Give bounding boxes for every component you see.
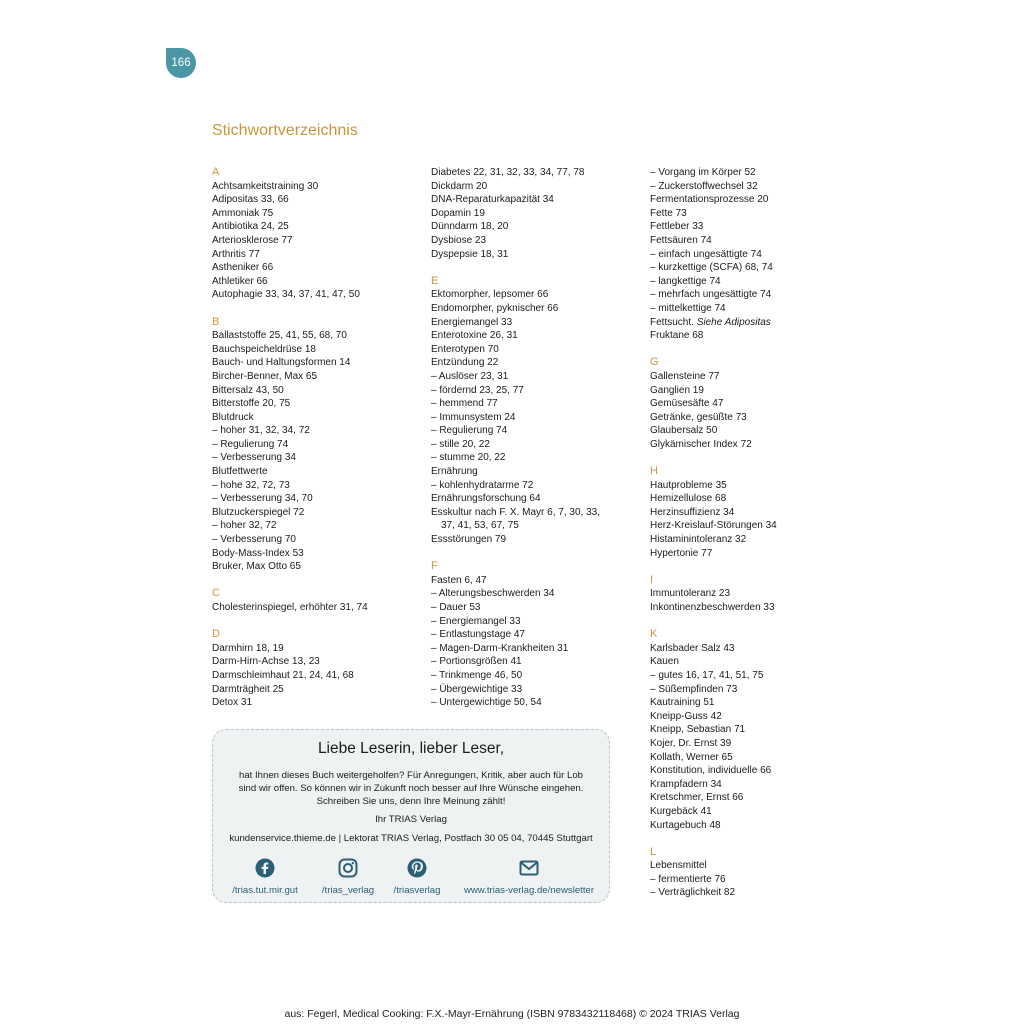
- index-entry: Dysbiose 23: [431, 234, 487, 246]
- section-letter: L: [650, 845, 657, 858]
- index-subentry: – kurzkettige (SCFA) 68, 74: [650, 262, 773, 274]
- index-entry: Bitterstoffe 20, 75: [212, 398, 291, 410]
- index-entry: Autophagie 33, 34, 37, 41, 47, 50: [212, 289, 360, 301]
- index-subentry: – Magen-Darm-Krankheiten 31: [431, 642, 569, 654]
- index-entry: Bauch- und Haltungsformen 14: [212, 357, 351, 369]
- index-entry: Fasten 6, 47: [431, 574, 487, 586]
- box-signature: Ihr TRIAS Verlag: [375, 814, 447, 825]
- index-entry: Kojer, Dr. Ernst 39: [650, 737, 732, 749]
- index-entry: Blutdruck: [212, 411, 254, 423]
- index-entry: Diabetes 22, 31, 32, 33, 34, 77, 78: [431, 167, 585, 178]
- index-entry: Histaminintoleranz 32: [650, 534, 747, 546]
- index-subentry: – einfach ungesättigte 74: [650, 248, 762, 260]
- section-letter: D: [212, 628, 220, 641]
- index-entry: Antibiotika 24, 25: [212, 221, 289, 233]
- social-facebook[interactable]: [221, 858, 309, 898]
- index-subentry: – stumme 20, 22: [431, 452, 506, 464]
- index-subentry: – mehrfach ungesättigte 74: [650, 289, 772, 301]
- index-entry: Enterotypen 70: [431, 343, 499, 355]
- index-subentry: – Immunsystem 24: [431, 411, 516, 423]
- index-entry: Herzinsuffizienz 34: [650, 506, 735, 518]
- index-column-1: [212, 166, 412, 710]
- index-subentry: – langkettige 74: [650, 275, 721, 287]
- index-entry: Cholesterinspiegel, erhöhter 31, 74: [212, 602, 368, 613]
- footer-citation: aus: Fegerl, Medical Cooking: F.X.-Mayr-Ernährung (ISBN 9783432118468) © 2024 TRIAS Verlag: [284, 1008, 740, 1020]
- section-gap: [212, 302, 412, 316]
- index-entry: Herz-Kreislauf-Störungen 34: [650, 520, 777, 532]
- index-entry: Esskultur nach F. X. Mayr 6, 7, 30, 33,: [431, 506, 600, 518]
- box-body-line: sind wir offen. So können wir in Zukunft noch besser auf Ihre Wünsche eingehen.: [238, 782, 584, 794]
- index-entry: Entzündung 22: [431, 357, 499, 369]
- page-title: Stichwortverzeichnis: [212, 122, 358, 139]
- index-entry: Detox 31: [212, 697, 253, 709]
- index-entry: Kurtagebuch 48: [650, 819, 721, 831]
- index-entry: Ballaststoffe 25, 41, 55, 68, 70: [212, 330, 347, 342]
- index-subentry: – hoher 31, 32, 34, 72: [212, 425, 310, 437]
- section-letter: F: [431, 560, 438, 573]
- box-body-line: Schreiben Sie uns, denn Ihre Meinung zählt!: [316, 795, 506, 807]
- page-number-badge: 166: [166, 48, 196, 78]
- box-body: [233, 770, 589, 808]
- social-label: /trias_verlag: [321, 885, 375, 896]
- index-entry: Dyspepsie 18, 31: [431, 248, 509, 260]
- social-label: /triasverlag: [393, 885, 441, 896]
- index-entry: Body-Mass-Index 53: [212, 547, 304, 559]
- index-subentry: – Portionsgrößen 41: [431, 656, 522, 668]
- index-entry: Kneipp-Guss 42: [650, 710, 722, 722]
- index-entry-term: Fettsucht.: [650, 316, 694, 328]
- index-subentry: – Dauer 53: [431, 602, 481, 613]
- index-subentry: – Regulierung 74: [431, 425, 508, 437]
- section-gap: [212, 615, 412, 629]
- index-subentry: – gutes 16, 17, 41, 51, 75: [650, 669, 764, 681]
- index-subentry: – Energiemangel 33: [431, 615, 521, 627]
- index-entry: Glaubersalz 50: [650, 425, 718, 437]
- index-subentry: – fermentierte 76: [650, 873, 726, 885]
- index-entry: Darmhirn 18, 19: [212, 642, 284, 654]
- index-entry: Ganglien 19: [650, 384, 704, 396]
- index-subentry: – Regulierung 74: [212, 438, 289, 450]
- index-entry: Ernährungsforschung 64: [431, 493, 541, 505]
- social-instagram[interactable]: [309, 858, 387, 898]
- index-entry: Ernährung: [431, 466, 478, 478]
- index-subentry: – Zuckerstoffwechsel 32: [650, 180, 758, 192]
- index-entry: Blutzuckerspiegel 72: [212, 506, 305, 518]
- index-entry: Immuntoleranz 23: [650, 588, 731, 600]
- social-label: /trias.tut.mir.gut: [232, 885, 298, 896]
- index-entry: Arthritis 77: [212, 248, 260, 260]
- index-subentry: – Untergewichtige 50, 54: [431, 697, 542, 709]
- section-gap: [431, 261, 631, 275]
- index-entry: Gallensteine 77: [650, 370, 720, 382]
- social-label: www.trias-verlag.de/newsletter: [463, 885, 595, 896]
- index-entry: Bruker, Max Otto 65: [212, 561, 301, 573]
- index-entry: [650, 316, 850, 330]
- index-subentry: – Verbesserung 34: [212, 452, 296, 464]
- section-letter: E: [431, 274, 439, 287]
- box-title: Liebe Leserin, lieber Leser,: [317, 740, 505, 757]
- index-subentry: – Verträglichkeit 82: [650, 887, 736, 899]
- index-entry: DNA-Reparaturkapazität 34: [431, 194, 554, 206]
- index-entry: Essstörungen 79: [431, 534, 507, 546]
- section-letter: C: [212, 587, 220, 600]
- index-subentry: – stille 20, 22: [431, 438, 490, 450]
- section-letter: I: [650, 573, 654, 586]
- box-contact[interactable]: kundenservice.thieme.de | Lektorat TRIAS Verlag, Postfach 30 05 04, 70445 Stuttgart: [229, 833, 593, 844]
- index-subentry: – hemmend 77: [431, 398, 498, 410]
- index-entry: Ammoniak 75: [212, 207, 274, 219]
- index-entry: Karlsbader Salz 43: [650, 642, 735, 654]
- index-subentry: – fördernd 23, 25, 77: [431, 384, 524, 396]
- index-entry: Adipositas 33, 66: [212, 194, 289, 206]
- index-entry: Dopamin 19: [431, 207, 485, 219]
- index-column-2: [431, 166, 631, 710]
- social-pinterest[interactable]: [383, 858, 451, 898]
- section-gap: [650, 451, 850, 465]
- index-entry: Bauchspeicheldrüse 18: [212, 343, 316, 355]
- index-entry: Kollath, Werner 65: [650, 751, 733, 763]
- index-entry: Bittersalz 43, 50: [212, 384, 284, 396]
- index-entry: Enterotoxine 26, 31: [431, 330, 518, 342]
- index-entry: Energiemangel 33: [431, 316, 513, 328]
- index-subentry: – Verbesserung 34, 70: [212, 493, 313, 505]
- section-letter: A: [212, 166, 220, 178]
- index-entry: Lebensmittel: [650, 860, 707, 872]
- section-gap: [650, 560, 850, 574]
- index-entry: Arteriosklerose 77: [212, 234, 293, 246]
- index-entry: Darmschleimhaut 21, 24, 41, 68: [212, 669, 354, 681]
- box-body-line: hat Ihnen dieses Buch weitergeholfen? Für Anregungen, Kritik, aber auch für Lob: [239, 770, 583, 781]
- index-subentry: – Süßempfinden 73: [650, 683, 738, 695]
- index-subentry: – Auslöser 23, 31: [431, 370, 509, 382]
- pinterest-icon: [407, 858, 427, 878]
- index-entry: Kretschmer, Ernst 66: [650, 792, 744, 804]
- index-entry: Kneipp, Sebastian 71: [650, 724, 746, 736]
- section-gap: [431, 547, 631, 561]
- see-reference: Siehe Adipositas: [696, 316, 771, 328]
- section-gap: [650, 832, 850, 846]
- index-entry: Astheniker 66: [212, 262, 274, 274]
- index-subentry: – Vorgang im Körper 52: [650, 167, 756, 178]
- index-entry: Hautprobleme 35: [650, 479, 727, 491]
- index-entry: Gemüsesäfte 47: [650, 398, 724, 410]
- index-entry: Fruktane 68: [650, 330, 704, 342]
- section-gap: [650, 343, 850, 357]
- index-entry: Darm-Hirn-Achse 13, 23: [212, 656, 320, 668]
- index-entry: Kurgebäck 41: [650, 805, 712, 817]
- section-letter: H: [650, 465, 658, 478]
- index-subentry: – hohe 32, 72, 73: [212, 479, 290, 491]
- index-subentry: – kohlenhydratarme 72: [431, 479, 534, 491]
- index-entry: Blutfettwerte: [212, 466, 268, 478]
- index-entry: Darmträgheit 25: [212, 683, 284, 695]
- index-subentry: – Entlastungstage 47: [431, 629, 525, 641]
- index-entry: Kautraining 51: [650, 697, 715, 709]
- index-entry: Fette 73: [650, 207, 687, 219]
- index-subentry: – Trinkmenge 46, 50: [431, 669, 523, 681]
- index-entry: Fermentationsprozesse 20: [650, 194, 769, 206]
- index-entry: Bircher-Benner, Max 65: [212, 370, 318, 382]
- index-entry: Fettsäuren 74: [650, 234, 712, 246]
- index-entry: Getränke, gesüßte 73: [650, 411, 747, 423]
- mail-icon: [519, 858, 539, 878]
- section-gap: [650, 615, 850, 629]
- index-entry: Endomorpher, pyknischer 66: [431, 302, 559, 314]
- index-entry: Dickdarm 20: [431, 180, 488, 192]
- index-entry: 37, 41, 53, 67, 75: [441, 520, 519, 532]
- index-entry: Achtsamkeitstraining 30: [212, 180, 319, 192]
- index-subentry: – Verbesserung 70: [212, 534, 296, 546]
- index-subentry: – Übergewichtige 33: [431, 683, 523, 695]
- index-entry: Krampfadern 34: [650, 778, 722, 790]
- social-newsletter[interactable]: [451, 858, 607, 898]
- index-subentry: – Alterungsbeschwerden 34: [431, 588, 555, 600]
- index-column-3: [650, 166, 850, 900]
- facebook-icon: [255, 858, 275, 878]
- index-entry: Ektomorpher, lepsomer 66: [431, 289, 549, 301]
- index-subentry: – hoher 32, 72: [212, 520, 277, 532]
- index-entry: Inkontinenzbeschwerden 33: [650, 602, 775, 613]
- index-entry: Glykämischer Index 72: [650, 438, 752, 450]
- section-letter: G: [650, 356, 659, 369]
- index-entry: Athletiker 66: [212, 275, 268, 287]
- index-entry: Dünndarm 18, 20: [431, 221, 509, 233]
- index-entry: Hypertonie 77: [650, 547, 713, 559]
- index-entry: Kauen: [650, 656, 679, 668]
- index-entry: Hemizellulose 68: [650, 493, 727, 505]
- reader-feedback-box: [212, 729, 610, 903]
- index-entry: Konstitution, individuelle 66: [650, 765, 772, 777]
- index-entry: Fettleber 33: [650, 221, 704, 233]
- section-letter: B: [212, 315, 220, 328]
- section-letter: K: [650, 628, 658, 641]
- section-gap: [212, 574, 412, 588]
- index-subentry: – mittelkettige 74: [650, 302, 726, 314]
- instagram-icon: [338, 858, 358, 878]
